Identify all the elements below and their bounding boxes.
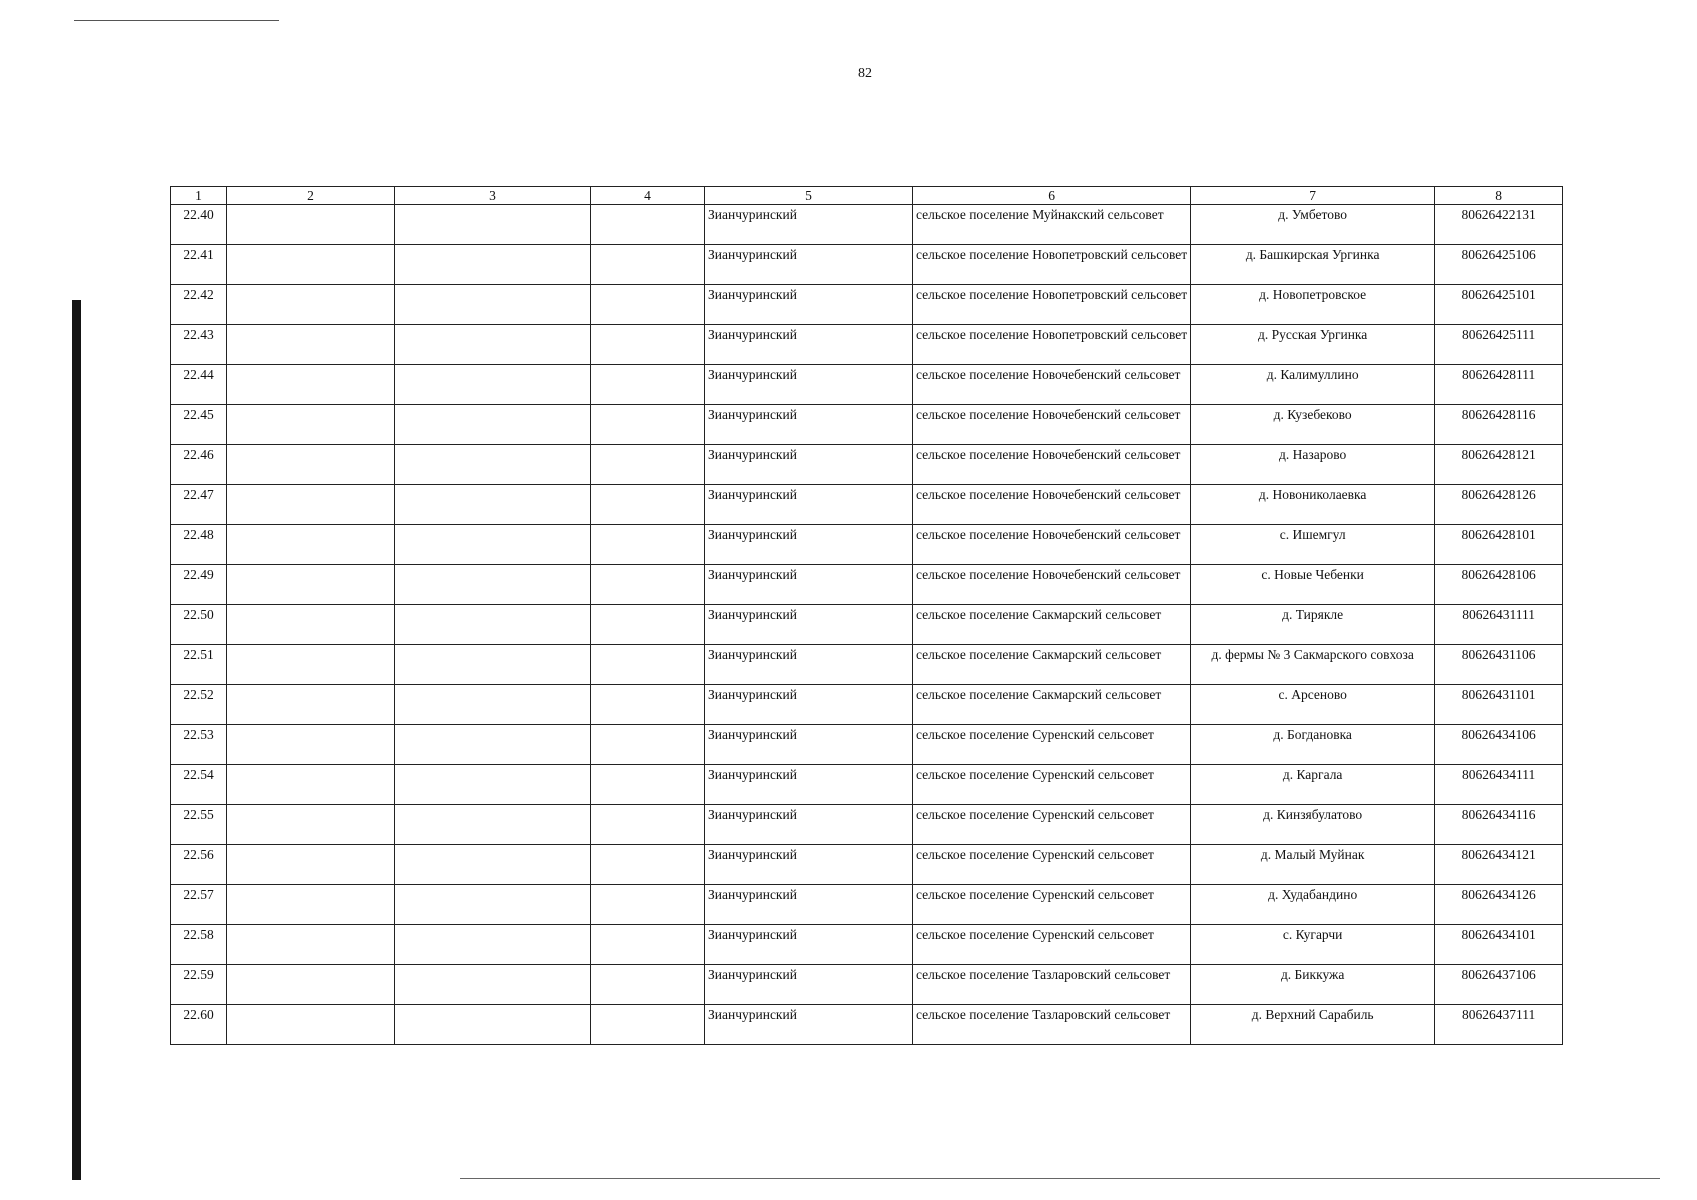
row-number-cell: 22.58 xyxy=(171,925,227,965)
row-number-cell: 22.57 xyxy=(171,885,227,925)
empty-cell xyxy=(591,925,705,965)
settlements-table xyxy=(170,186,1563,1045)
empty-cell xyxy=(591,765,705,805)
empty-cell xyxy=(227,765,395,805)
settlement-cell: сельское поселение Новопетровский сельсовет xyxy=(913,325,1191,365)
code-cell: 80626425101 xyxy=(1435,285,1563,325)
empty-cell xyxy=(395,285,591,325)
code-cell: 80626428126 xyxy=(1435,485,1563,525)
settlement-cell: сельское поселение Муйнакский сельсовет xyxy=(913,205,1191,245)
district-cell: Зианчуринский xyxy=(705,325,913,365)
locality-cell: д. Умбетово xyxy=(1191,205,1435,245)
district-cell: Зианчуринский xyxy=(705,565,913,605)
empty-cell xyxy=(395,925,591,965)
row-number-cell: 22.48 xyxy=(171,525,227,565)
table-row xyxy=(171,445,1563,485)
empty-cell xyxy=(227,525,395,565)
settlement-cell: сельское поселение Новочебенский сельсовет xyxy=(913,485,1191,525)
empty-cell xyxy=(395,525,591,565)
empty-cell xyxy=(227,1005,395,1045)
empty-cell xyxy=(591,565,705,605)
code-cell: 80626434106 xyxy=(1435,725,1563,765)
empty-cell xyxy=(395,765,591,805)
empty-cell xyxy=(395,245,591,285)
settlement-cell: сельское поселение Новопетровский сельсовет xyxy=(913,285,1191,325)
table-row xyxy=(171,845,1563,885)
code-cell: 80626437111 xyxy=(1435,1005,1563,1045)
table-row xyxy=(171,365,1563,405)
code-cell: 80626428111 xyxy=(1435,365,1563,405)
empty-cell xyxy=(395,805,591,845)
column-header: 2 xyxy=(227,187,395,205)
settlement-cell: сельское поселение Сакмарский сельсовет xyxy=(913,605,1191,645)
table-row xyxy=(171,965,1563,1005)
row-number-cell: 22.51 xyxy=(171,645,227,685)
row-number-cell: 22.52 xyxy=(171,685,227,725)
settlement-cell: сельское поселение Новочебенский сельсовет xyxy=(913,365,1191,405)
district-cell: Зианчуринский xyxy=(705,245,913,285)
code-cell: 80626431111 xyxy=(1435,605,1563,645)
column-header: 1 xyxy=(171,187,227,205)
table-row xyxy=(171,565,1563,605)
locality-cell: с. Арсеново xyxy=(1191,685,1435,725)
district-cell: Зианчуринский xyxy=(705,805,913,845)
table-row xyxy=(171,805,1563,845)
empty-cell xyxy=(227,725,395,765)
settlement-cell: сельское поселение Тазларовский сельсовет xyxy=(913,1005,1191,1045)
page-number: 82 xyxy=(858,66,872,81)
district-cell: Зианчуринский xyxy=(705,725,913,765)
locality-cell: д. Каргала xyxy=(1191,765,1435,805)
empty-cell xyxy=(591,725,705,765)
scan-edge-bar xyxy=(72,300,81,1180)
code-cell: 80626434116 xyxy=(1435,805,1563,845)
empty-cell xyxy=(591,805,705,845)
empty-cell xyxy=(395,205,591,245)
empty-cell xyxy=(591,525,705,565)
table-row xyxy=(171,685,1563,725)
empty-cell xyxy=(591,685,705,725)
column-header: 7 xyxy=(1191,187,1435,205)
district-cell: Зианчуринский xyxy=(705,205,913,245)
empty-cell xyxy=(591,645,705,685)
locality-cell: д. Биккужа xyxy=(1191,965,1435,1005)
locality-cell: с. Ишемгул xyxy=(1191,525,1435,565)
locality-cell: с. Кугарчи xyxy=(1191,925,1435,965)
table-row xyxy=(171,485,1563,525)
row-number-cell: 22.42 xyxy=(171,285,227,325)
district-cell: Зианчуринский xyxy=(705,405,913,445)
row-number-cell: 22.50 xyxy=(171,605,227,645)
empty-cell xyxy=(395,605,591,645)
district-cell: Зианчуринский xyxy=(705,285,913,325)
empty-cell xyxy=(395,405,591,445)
code-cell: 80626434126 xyxy=(1435,885,1563,925)
code-cell: 80626431106 xyxy=(1435,645,1563,685)
empty-cell xyxy=(591,1005,705,1045)
row-number-cell: 22.59 xyxy=(171,965,227,1005)
district-cell: Зианчуринский xyxy=(705,605,913,645)
locality-cell: д. Малый Муйнак xyxy=(1191,845,1435,885)
locality-cell: д. Назарово xyxy=(1191,445,1435,485)
locality-cell: д. Новониколаевка xyxy=(1191,485,1435,525)
district-cell: Зианчуринский xyxy=(705,645,913,685)
row-number-cell: 22.45 xyxy=(171,405,227,445)
locality-cell: с. Новые Чебенки xyxy=(1191,565,1435,605)
district-cell: Зианчуринский xyxy=(705,885,913,925)
row-number-cell: 22.40 xyxy=(171,205,227,245)
column-header: 4 xyxy=(591,187,705,205)
table-row xyxy=(171,885,1563,925)
row-number-cell: 22.56 xyxy=(171,845,227,885)
empty-cell xyxy=(591,405,705,445)
settlement-cell: сельское поселение Суренский сельсовет xyxy=(913,765,1191,805)
empty-cell xyxy=(227,885,395,925)
settlement-cell: сельское поселение Новочебенский сельсовет xyxy=(913,405,1191,445)
empty-cell xyxy=(591,445,705,485)
district-cell: Зианчуринский xyxy=(705,845,913,885)
locality-cell: д. Калимуллино xyxy=(1191,365,1435,405)
empty-cell xyxy=(395,845,591,885)
empty-cell xyxy=(227,245,395,285)
empty-cell xyxy=(395,965,591,1005)
table-row xyxy=(171,525,1563,565)
empty-cell xyxy=(591,325,705,365)
empty-cell xyxy=(227,205,395,245)
locality-cell: д. Богдановка xyxy=(1191,725,1435,765)
code-cell: 80626428106 xyxy=(1435,565,1563,605)
district-cell: Зианчуринский xyxy=(705,365,913,405)
locality-cell: д. Кузебеково xyxy=(1191,405,1435,445)
empty-cell xyxy=(591,485,705,525)
locality-cell: д. Худабандино xyxy=(1191,885,1435,925)
table-row xyxy=(171,245,1563,285)
settlement-cell: сельское поселение Сакмарский сельсовет xyxy=(913,645,1191,685)
column-header: 3 xyxy=(395,187,591,205)
code-cell: 80626431101 xyxy=(1435,685,1563,725)
table-row xyxy=(171,605,1563,645)
settlement-cell: сельское поселение Суренский сельсовет xyxy=(913,885,1191,925)
empty-cell xyxy=(591,245,705,285)
table-row xyxy=(171,725,1563,765)
code-cell: 80626437106 xyxy=(1435,965,1563,1005)
code-cell: 80626425106 xyxy=(1435,245,1563,285)
table-row xyxy=(171,765,1563,805)
settlement-cell: сельское поселение Сакмарский сельсовет xyxy=(913,685,1191,725)
row-number-cell: 22.49 xyxy=(171,565,227,605)
district-cell: Зианчуринский xyxy=(705,925,913,965)
settlement-cell: сельское поселение Новопетровский сельсовет xyxy=(913,245,1191,285)
empty-cell xyxy=(395,445,591,485)
district-cell: Зианчуринский xyxy=(705,965,913,1005)
empty-cell xyxy=(591,845,705,885)
district-cell: Зианчуринский xyxy=(705,525,913,565)
empty-cell xyxy=(395,365,591,405)
empty-cell xyxy=(395,485,591,525)
empty-cell xyxy=(395,645,591,685)
code-cell: 80626428101 xyxy=(1435,525,1563,565)
locality-cell: д. Русская Ургинка xyxy=(1191,325,1435,365)
empty-cell xyxy=(227,405,395,445)
code-cell: 80626434121 xyxy=(1435,845,1563,885)
empty-cell xyxy=(591,605,705,645)
bottom-rule-line xyxy=(460,1178,1660,1179)
code-cell: 80626422131 xyxy=(1435,205,1563,245)
empty-cell xyxy=(395,325,591,365)
empty-cell xyxy=(227,565,395,605)
empty-cell xyxy=(395,885,591,925)
table-row xyxy=(171,205,1563,245)
empty-cell xyxy=(227,845,395,885)
locality-cell: д. Верхний Сарабиль xyxy=(1191,1005,1435,1045)
settlement-cell: сельское поселение Тазларовский сельсовет xyxy=(913,965,1191,1005)
table-row xyxy=(171,285,1563,325)
empty-cell xyxy=(227,325,395,365)
empty-cell xyxy=(227,645,395,685)
table-row xyxy=(171,405,1563,445)
locality-cell: д. Тирякле xyxy=(1191,605,1435,645)
row-number-cell: 22.46 xyxy=(171,445,227,485)
code-cell: 80626425111 xyxy=(1435,325,1563,365)
empty-cell xyxy=(591,365,705,405)
district-cell: Зианчуринский xyxy=(705,1005,913,1045)
settlement-cell: сельское поселение Новочебенский сельсовет xyxy=(913,565,1191,605)
row-number-cell: 22.53 xyxy=(171,725,227,765)
district-cell: Зианчуринский xyxy=(705,685,913,725)
row-number-cell: 22.54 xyxy=(171,765,227,805)
empty-cell xyxy=(227,805,395,845)
row-number-cell: 22.47 xyxy=(171,485,227,525)
row-number-cell: 22.44 xyxy=(171,365,227,405)
empty-cell xyxy=(591,285,705,325)
empty-cell xyxy=(227,445,395,485)
code-cell: 80626428121 xyxy=(1435,445,1563,485)
row-number-cell: 22.55 xyxy=(171,805,227,845)
locality-cell: д. Кинзябулатово xyxy=(1191,805,1435,845)
empty-cell xyxy=(395,1005,591,1045)
settlement-cell: сельское поселение Суренский сельсовет xyxy=(913,925,1191,965)
locality-cell: д. фермы № 3 Сакмарского совхоза xyxy=(1191,645,1435,685)
table-row xyxy=(171,325,1563,365)
locality-cell: д. Новопетровское xyxy=(1191,285,1435,325)
code-cell: 80626428116 xyxy=(1435,405,1563,445)
column-header: 6 xyxy=(913,187,1191,205)
column-header: 8 xyxy=(1435,187,1563,205)
empty-cell xyxy=(227,485,395,525)
empty-cell xyxy=(227,365,395,405)
empty-cell xyxy=(227,925,395,965)
settlement-cell: сельское поселение Суренский сельсовет xyxy=(913,845,1191,885)
empty-cell xyxy=(591,205,705,245)
settlement-cell: сельское поселение Суренский сельсовет xyxy=(913,725,1191,765)
code-cell: 80626434111 xyxy=(1435,765,1563,805)
code-cell: 80626434101 xyxy=(1435,925,1563,965)
table-row xyxy=(171,1005,1563,1045)
locality-cell: д. Башкирская Ургинка xyxy=(1191,245,1435,285)
empty-cell xyxy=(395,725,591,765)
empty-cell xyxy=(227,965,395,1005)
empty-cell xyxy=(227,685,395,725)
empty-cell xyxy=(395,685,591,725)
column-header: 5 xyxy=(705,187,913,205)
district-cell: Зианчуринский xyxy=(705,765,913,805)
row-number-cell: 22.43 xyxy=(171,325,227,365)
settlement-cell: сельское поселение Суренский сельсовет xyxy=(913,805,1191,845)
table-header-row xyxy=(171,187,1563,205)
table-row xyxy=(171,925,1563,965)
table-row xyxy=(171,645,1563,685)
empty-cell xyxy=(227,285,395,325)
empty-cell xyxy=(227,605,395,645)
empty-cell xyxy=(395,565,591,605)
empty-cell xyxy=(591,965,705,1005)
district-cell: Зианчуринский xyxy=(705,485,913,525)
empty-cell xyxy=(591,885,705,925)
row-number-cell: 22.60 xyxy=(171,1005,227,1045)
district-cell: Зианчуринский xyxy=(705,445,913,485)
settlement-cell: сельское поселение Новочебенский сельсовет xyxy=(913,445,1191,485)
row-number-cell: 22.41 xyxy=(171,245,227,285)
top-rule-line xyxy=(74,20,279,21)
table-body xyxy=(171,205,1563,1045)
settlement-cell: сельское поселение Новочебенский сельсовет xyxy=(913,525,1191,565)
